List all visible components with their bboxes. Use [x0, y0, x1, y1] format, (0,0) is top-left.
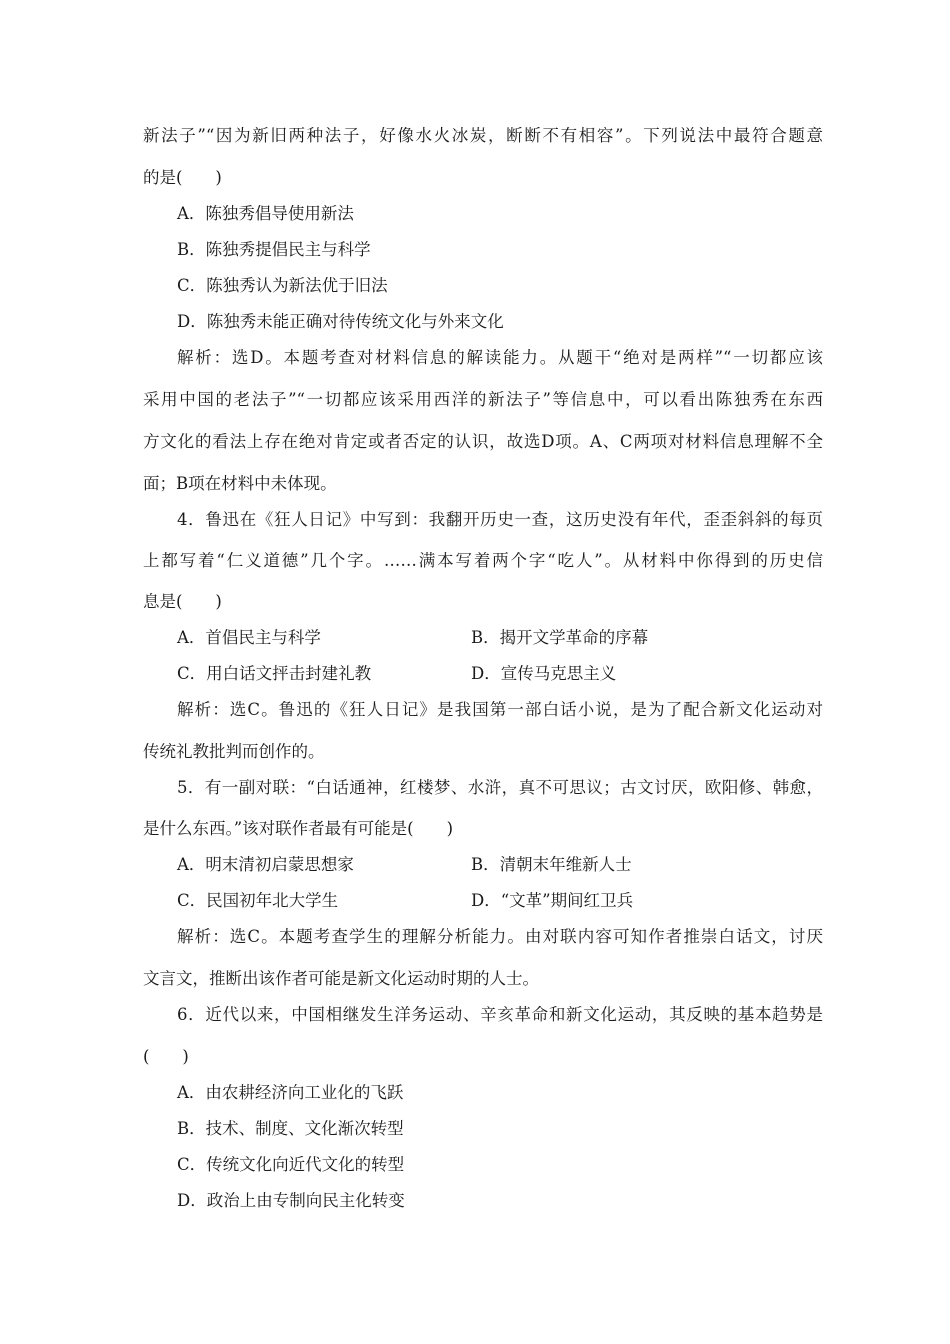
q4-analysis-line-1: 解析：选C。鲁迅的《狂人日记》是我国第一部白话小说，是为了配合新文化运动对 [177, 700, 823, 719]
q5-option-c: C．民国初年北大学生 [177, 891, 339, 910]
q4-stem-line-3: 息是( ) [143, 592, 222, 611]
q4-option-a: A．首倡民主与科学 [177, 628, 321, 647]
q5-stem-line-1: 5．有一副对联：“白话通神，红楼梦、水浒，真不可思议；古文讨厌，欧阳修、韩愈， [177, 778, 823, 797]
q4-stem-line-1: 4．鲁迅在《狂人日记》中写到：我翻开历史一查，这历史没有年代，歪歪斜斜的每页 [177, 510, 823, 529]
q3-analysis-line-3: 方文化的看法上存在绝对肯定或者否定的认识，故选D项。A、C两项对材料信息理解不全 [143, 432, 823, 451]
q6-option-a: A．由农耕经济向工业化的飞跃 [177, 1083, 404, 1102]
q4-analysis-line-2: 传统礼教批判而创作的。 [143, 742, 325, 761]
q6-option-d: D．政治上由专制向民主化转变 [177, 1191, 405, 1210]
q6-option-b: B．技术、制度、文化渐次转型 [177, 1119, 404, 1138]
q4-option-c: C．用白话文抨击封建礼教 [177, 664, 372, 683]
q3-option-a: A．陈独秀倡导使用新法 [177, 204, 354, 223]
q3-stem-line-2: 的是( ) [143, 168, 222, 187]
q4-option-d: D．宣传马克思主义 [471, 664, 617, 683]
q3-option-d: D．陈独秀未能正确对待传统文化与外来文化 [177, 312, 504, 331]
q4-option-b: B．揭开文学革命的序幕 [471, 628, 649, 647]
q3-option-b: B．陈独秀提倡民主与科学 [177, 240, 371, 259]
q3-analysis-line-4: 面；B项在材料中未体现。 [143, 474, 337, 493]
q4-stem-line-2: 上都写着“仁义道德”几个字。……满本写着两个字“吃人”。从材料中你得到的历史信 [143, 551, 823, 570]
q5-option-b: B．清朝末年维新人士 [471, 855, 632, 874]
q6-option-c: C．传统文化向近代文化的转型 [177, 1155, 405, 1174]
q3-stem-line-1: 新法子”“因为新旧两种法子，好像水火冰炭，断断不有相容”。下列说法中最符合题意 [143, 126, 823, 145]
q5-analysis-line-2: 文言文，推断出该作者可能是新文化运动时期的人士。 [143, 969, 539, 988]
q5-analysis-line-1: 解析：选C。本题考查学生的理解分析能力。由对联内容可知作者推崇白话文，讨厌 [177, 927, 823, 946]
q3-analysis-line-1: 解析：选D。本题考查对材料信息的解读能力。从题干“绝对是两样”“一切都应该 [177, 348, 823, 367]
q5-option-a: A．明末清初启蒙思想家 [177, 855, 354, 874]
q5-stem-line-2: 是什么东西。”该对联作者最有可能是( ) [143, 819, 454, 838]
q3-analysis-line-2: 采用中国的老法子”“一切都应该采用西洋的新法子”等信息中，可以看出陈独秀在东西 [143, 390, 823, 409]
q6-stem-line-2: ( ) [143, 1047, 189, 1066]
q6-stem-line-1: 6．近代以来，中国相继发生洋务运动、辛亥革命和新文化运动，其反映的基本趋势是 [177, 1005, 823, 1024]
q3-option-c: C．陈独秀认为新法优于旧法 [177, 276, 388, 295]
q5-option-d: D．“文革”期间红卫兵 [471, 891, 634, 910]
